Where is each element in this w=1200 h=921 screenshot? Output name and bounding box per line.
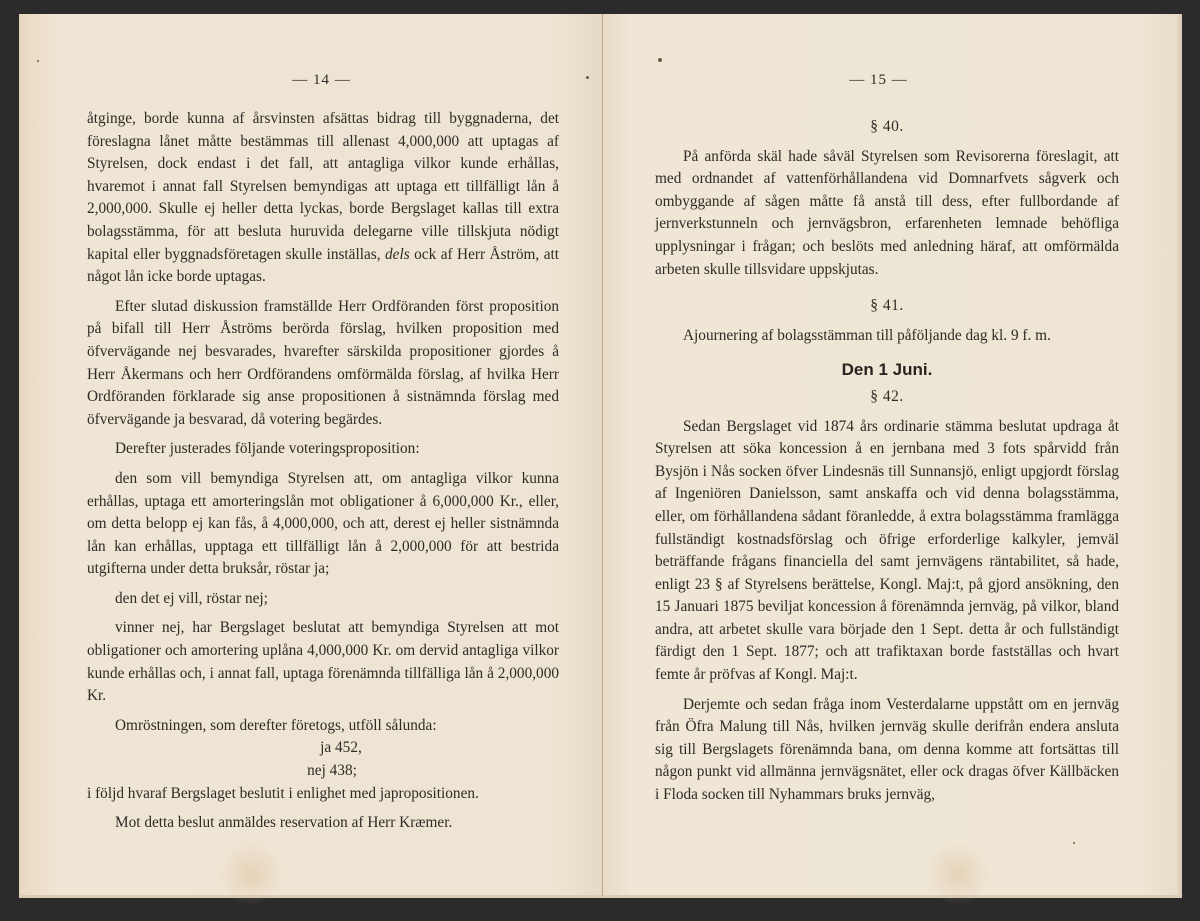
paper-stain (216, 844, 286, 904)
page-number: — 14 — (292, 72, 351, 88)
voting-proposition: vinner nej, har Bergslaget beslutat att bemyndiga Styrelsen att mot obligationer och amortering uplåna 4,000,000 Kr. om dervid antagliga vilkor kunde erhållas och, i annat fall, uptaga förenämnda tillfälliga lån å 2,000,000 Kr. (87, 619, 559, 705)
right-page-text (655, 116, 1119, 807)
paper-speck (1073, 842, 1075, 844)
left-page (19, 14, 602, 898)
paragraph: Sedan Bergslaget vid 1874 års ordinarie stämma beslutat updraga åt Styrelsen att söka koncession å en jernbana med 3 fots spårvidd från Bysjön i Nås socken öfver Lindesnäs till Sunnansjö, enligt upgjordt förslag af Ingeniören Danielsson, samt anskaffa och vid denna bolagsstämma, eller, om förhållandena sådant föranledde, å extra bolagsstämma framlägga fullständigt kostnadsförslag och öfrige erforderlige kalkyler, jemväl beträffande frågans financiella del samt jernvägens räntabilitet, så hade, enligt 23 § af Styrelsens berättelse, Kongl. Maj:t, på gjord ansökning, den 15 Januari 1875 beviljat koncession å förenämnda jernväg, på vilkor, bland andra, att arbetet skulle vara började den 1 Sept. detta år och fullständigt färdigt den 1 Sept. 1877; och att trafiktaxan borde fastställas och hvart femte år pröfvas af Kongl. Maj:t. (655, 417, 1119, 684)
conclusion: i följd hvaraf Bergslaget beslutit i enlighet med japropositionen. (87, 784, 479, 802)
paragraph: Derjemte och sedan fråga inom Vesterdalarne uppstått om en jernväg från Öfra Malung till Nås, hvilken jernväg skulle derifrån endera ansluta sig till Bergslagets förenämnda bana, om denna komme att fortsättas till någon punkt vid allmänna jernvägsnätet, eller ock dragas öfver Källbäcken i Floda socken till Nyhammars bruks jernväg, (655, 695, 1119, 804)
right-page (602, 14, 1182, 898)
reservation: Mot detta beslut anmäldes reservation af Herr Kræmer. (115, 814, 453, 832)
vote-result-nej: nej 438; (307, 762, 357, 780)
paragraph: Derefter justerades följande voteringsproposition: (115, 440, 420, 458)
paragraph: Omröstningen, som derefter företogs, utföll sålunda: (115, 716, 437, 734)
section-mark-42: § 42. (870, 387, 904, 405)
page-number: — 15 — (849, 72, 908, 88)
section-mark-40: § 40. (870, 118, 904, 135)
paragraph: Ajournering af bolagsstämman till påföljande dag kl. 9 f. m. (683, 326, 1051, 344)
paper-speck (658, 58, 662, 62)
voting-proposition: den som vill bemyndiga Styrelsen att, om antagliga vilkor kunna erhållas, uptaga ett amorteringslån mot obligationer å 6,000,000 Kr., eller, om detta belopp ej kan fås, å 4,000,000, och att, derest ej heller sistnämnda lån kan erhållas, upptaga ett tillfälligt lån å 2,000,000 för att bestrida utgifterna under detta bruksår, röstar ja; (87, 469, 559, 578)
paragraph: På anförda skäl hade såväl Styrelsen som Revisorerna föreslagit, att med ordnandet af vattenförhållandena vid Domnarfvets sågverk och ombyggande af sågen måtte få anstå till dess, efter fullbordande af jernverkstunneln och jernvägsbron, erfarenheten lemnade behöfliga upplysningar i frågan; och beslöts med anledning häraf, att omförmälda arbeten skulle tillsvidare uppskjutas. (655, 147, 1119, 278)
paper-speck (37, 60, 39, 62)
paper-stain (923, 844, 993, 904)
italic-word: dels (385, 245, 410, 263)
paragraph: åtginge, borde kunna af årsvinsten afsättas bidrag till byggnaderna, det föreslagna lånet måtte bestämmas till allenast 4,000,000 att uptagas af Styrelsen, dock endast i det fall, att antagliga vilkor kunde erhållas, hvaremot i annat fall Styrelsen bemyndigas att uptaga ett tillfälligt lån å 2,000,000. Skulle ej heller detta lyckas, borde Bergslaget kallas till extra bolagsstämma, för att besluta huruvida delegarne ville tillskjuta nödigt kapital eller byggnadsföretagen skulle inställas, dels ock af Herr Åström, att något lån icke borde uptagas. (87, 110, 559, 286)
left-page-text (87, 108, 559, 835)
day-heading: Den 1 Juni. (841, 360, 933, 380)
section-mark-41: § 41. (870, 297, 904, 315)
vote-result-ja: ja 452, (320, 739, 362, 757)
paragraph: Efter slutad diskussion framställde Herr Ordföranden först proposition på bifall till Herr Åströms berörda förslag, hvilken proposition med öfvervägande nej besvarades, hvarefter särskilda propositioner gjordes å Herr Åkermans och herr Ordförandens omförmälda förslag, af hvilka Herr Ordföranden förklarade sig anse propositionen å sistnämnda förslag med öfvervägande ja besvarad, då votering begärdes. (87, 297, 559, 428)
voting-proposition: den det ej vill, röstar nej; (115, 589, 268, 607)
